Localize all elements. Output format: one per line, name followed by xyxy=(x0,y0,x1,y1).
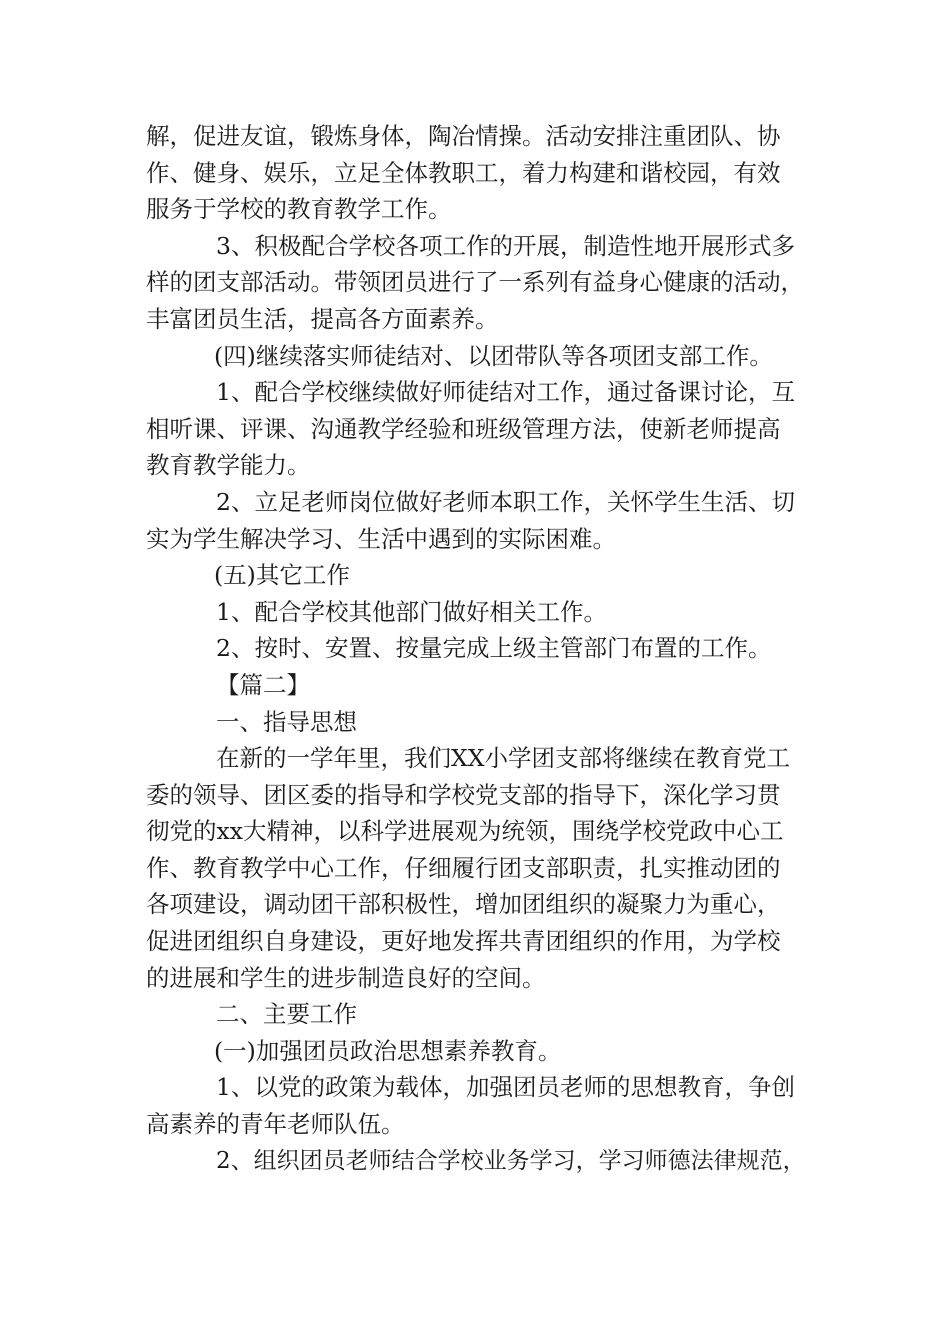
section-heading: (四)继续落实师徒结对、以团带队等各项团支部工作。 xyxy=(214,341,773,370)
text-line: 高素养的青年老师队伍。 xyxy=(146,1110,405,1139)
text-line: 委的领导、团区委的指导和学校党支部的指导下，深化学习贯 xyxy=(146,780,781,809)
text-line: 服务于学校的教育教学工作。 xyxy=(146,195,452,224)
text-line: 实为学生解决学习、生活中遇到的实际困难。 xyxy=(146,524,616,553)
section-heading: (一)加强团员政治思想素养教育。 xyxy=(214,1036,562,1065)
paragraph-start-line: 2、立足老师岗位做好老师本职工作，关怀学生生活、切 xyxy=(216,487,795,516)
text-line: 的进展和学生的进步制造良好的空间。 xyxy=(146,963,546,992)
part-heading: 【篇二】 xyxy=(216,670,310,699)
paragraph-start-line: 2、组织团员老师结合学校业务学习，学习师德法律规范， xyxy=(216,1147,806,1174)
text-line: 样的团支部活动。带领团员进行了一系列有益身心健康的活动， xyxy=(146,268,804,297)
paragraph-start-line: 1、配合学校其他部门做好相关工作。 xyxy=(216,597,607,626)
section-heading: 一、指导思想 xyxy=(216,707,357,736)
text-line: 各项建设，调动团干部积极性，增加团组织的凝聚力为重心， xyxy=(146,890,781,919)
text-line: 丰富团员生活，提高各方面素养。 xyxy=(146,304,499,333)
text-line: 相听课、评课、沟通教学经验和班级管理方法，使新老师提高 xyxy=(146,414,781,443)
section-heading: (五)其它工作 xyxy=(214,561,350,590)
text-line: 促进团组织自身建设，更好地发挥共青团组织的作用，为学校 xyxy=(146,927,781,956)
paragraph-start-line: 1、以党的政策为载体，加强团员老师的思想教育，争创 xyxy=(216,1073,795,1102)
document-body xyxy=(146,118,810,1179)
text-line: 作、健身、娱乐，立足全体教职工，着力构建和谐校园，有效 xyxy=(146,158,781,187)
text-line: 彻党的xx大精神，以科学进展观为统领，围绕学校党政中心工 xyxy=(146,817,784,846)
paragraph-start-line: 3、积极配合学校各项工作的开展，制造性地开展形式多 xyxy=(216,231,795,260)
section-heading: 二、主要工作 xyxy=(216,1000,357,1029)
paragraph-start-line: 2、按时、安置、按量完成上级主管部门布置的工作。 xyxy=(216,634,772,663)
paragraph-start-line: 1、配合学校继续做好师徒结对工作，通过备课讨论，互 xyxy=(216,378,795,407)
text-line: 解，促进友谊，锻炼身体，陶冶情操。活动安排注重团队、协 xyxy=(146,122,781,150)
paragraph-start-line: 在新的一学年里，我们XX小学团支部将继续在教育党工 xyxy=(216,744,790,773)
text-line: 教育教学能力。 xyxy=(146,451,311,480)
text-line: 作、教育教学中心工作，仔细履行团支部职责，扎实推动团的 xyxy=(146,853,781,882)
